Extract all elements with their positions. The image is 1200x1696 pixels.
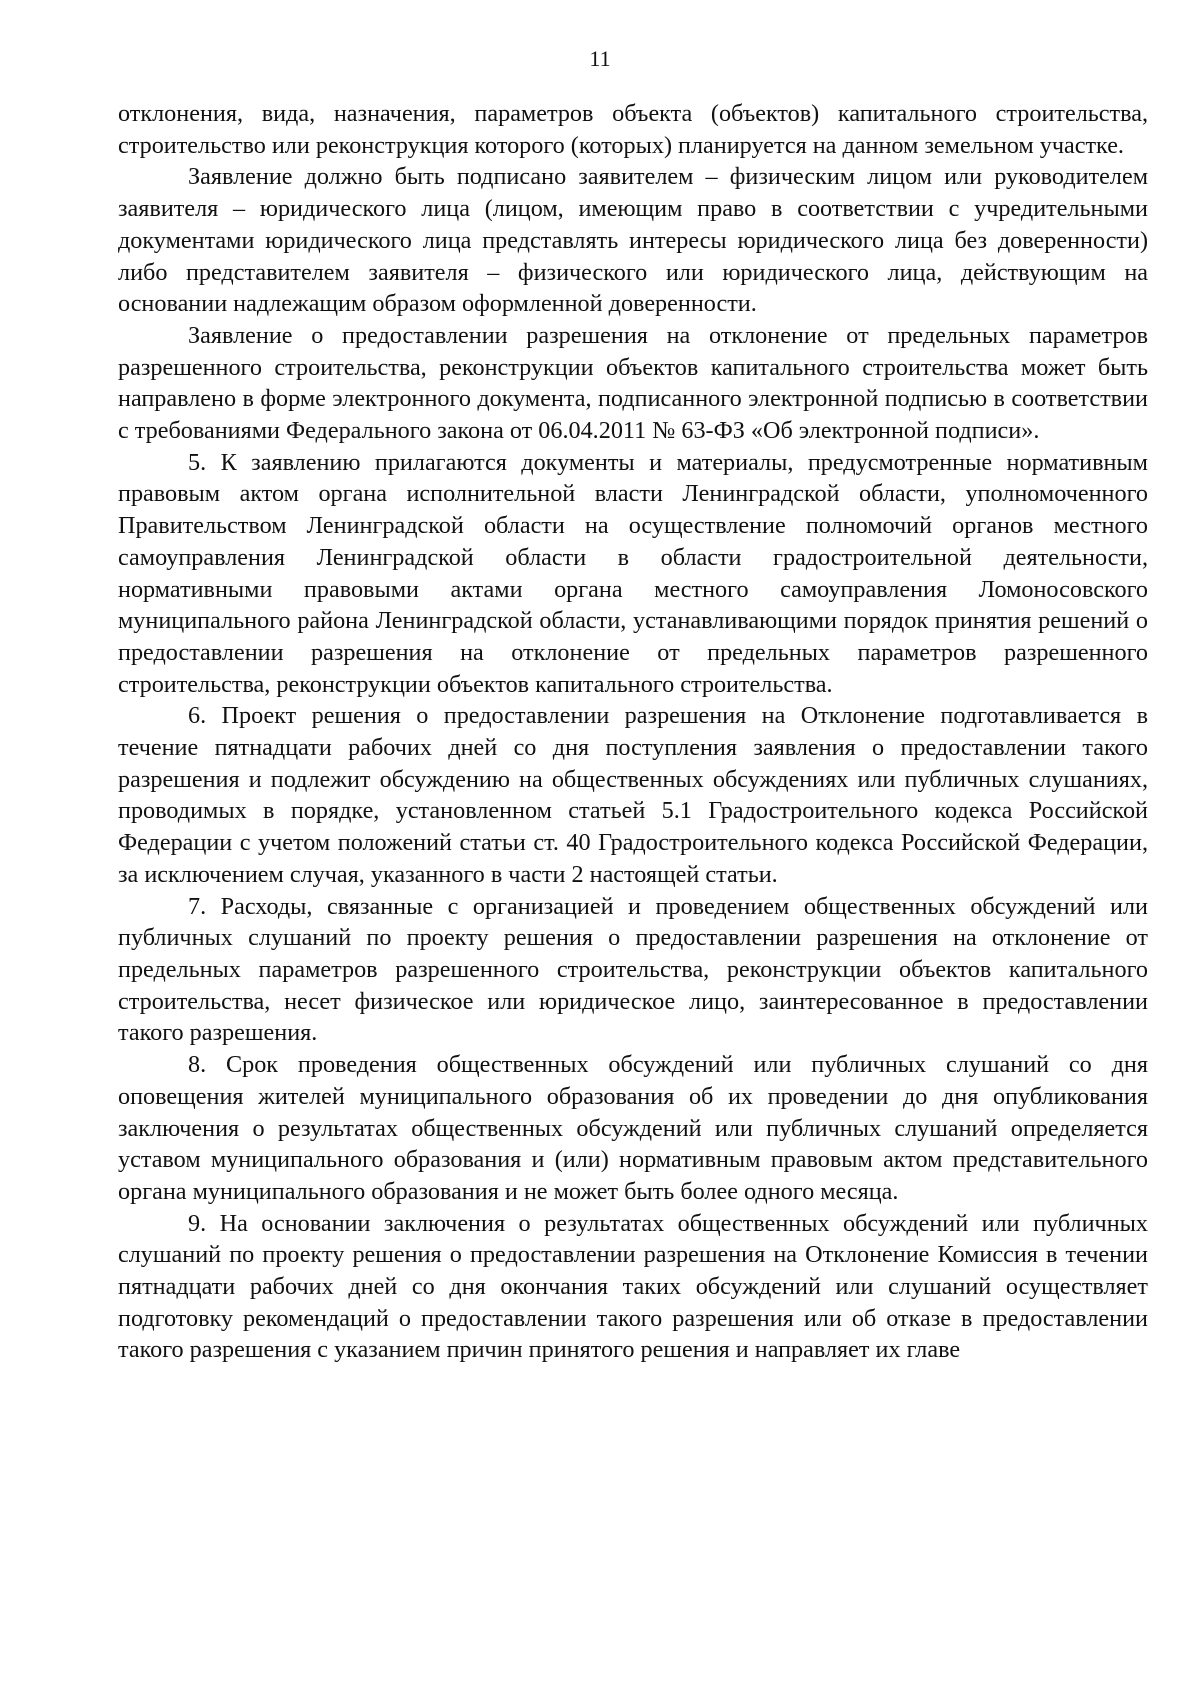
paragraph-item-6: 6. Проект решения о предоставлении разрешения на Отклонение подготавливается в течение пятнадцати рабочих дней со дня поступления заявления о предоставлении такого разрешения и подлежит обсуждению на общественных обсуждениях или публичных слушаниях, проводимых в порядке, установленном статьей 5.1 Градостроительного кодекса Российской Федерации с учетом положений статьи ст. 40 Градостроительного кодекса Российской Федерации, за исключением случая, указанного в части 2 настоящей статьи.	[118, 702, 1148, 888]
paragraph-item-5: 5. К заявлению прилагаются документы и материалы, предусмотренные нормативным правовым актом органа исполнительной власти Ленинградской области, уполномоченного Правительством Ленинградской области на осуществление полномочий органов местного самоуправления Ленинградской области в области градостроительной деятельности, нормативными правовыми актами органа местного самоуправления Ломоносовского муниципального района Ленинградской области, устанавливающими порядок принятия решений о предоставлении разрешения на отклонение от предельных параметров разрешенного строительства, реконструкции объектов капитального строительства.	[118, 448, 1148, 698]
document-body	[118, 98, 1148, 1366]
paragraph-continuation: отклонения, вида, назначения, параметров объекта (объектов) капитального строительства, строительство или реконструкция которого (которых) планируется на данном земельном участке.	[118, 100, 1148, 159]
paragraph-item-9: 9. На основании заключения о результатах общественных обсуждений или публичных слушаний по проекту решения о предоставлении разрешения на Отклонение Комиссия в течении пятнадцати рабочих дней со дня окончания таких обсуждений или слушаний осуществляет подготовку рекомендаций о предоставлении такого разрешения или об отказе в предоставлении такого разрешения с указанием причин принятого решения и направляет их главе	[118, 1209, 1148, 1364]
paragraph-electronic-submission: Заявление о предоставлении разрешения на отклонение от предельных параметров разрешенного строительства, реконструкции объектов капитального строительства может быть направлено в форме электронного документа, подписанного электронной подписью в соответствии с требованиями Федерального закона от 06.04.2011 № 63-ФЗ «Об электронной подписи».	[118, 321, 1148, 445]
page-number: 11	[589, 46, 611, 71]
paragraph-signature-requirements: Заявление должно быть подписано заявителем – физическим лицом или руководителем заявителя – юридического лица (лицом, имеющим право в соответствии с учредительными документами юридического лица представлять интересы юридического лица без доверенности) либо представителем заявителя – физического или юридического лица, действующим на основании надлежащим образом оформленной доверенности.	[118, 163, 1148, 318]
paragraph-item-8: 8. Срок проведения общественных обсуждений или публичных слушаний со дня оповещения жителей муниципального образования об их проведении до дня опубликования заключения о результатах общественных обсуждений или публичных слушаний определяется уставом муниципального образования и (или) нормативным правовым актом представительного органа муниципального образования и не может быть более одного месяца.	[118, 1051, 1148, 1205]
paragraph-item-7: 7. Расходы, связанные с организацией и проведением общественных обсуждений или публичных слушаний по проекту решения о предоставлении разрешения на отклонение от предельных параметров разрешенного строительства, реконструкции объектов капитального строительства, несет физическое или юридическое лицо, заинтересованное в предоставлении такого разрешения.	[118, 892, 1148, 1047]
